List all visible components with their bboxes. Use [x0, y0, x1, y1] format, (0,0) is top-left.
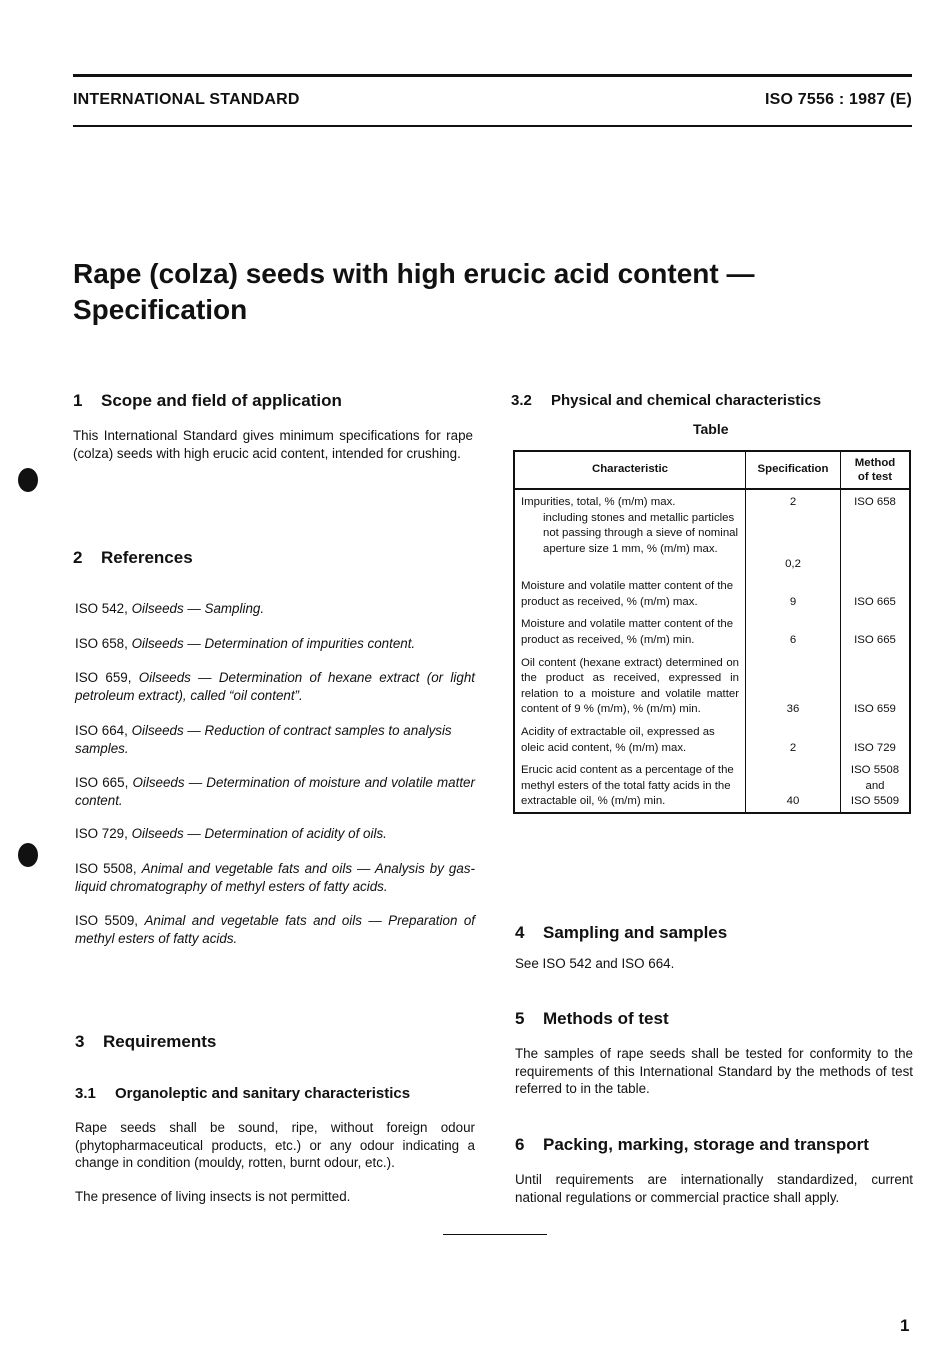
header-standard-number: ISO 7556 : 1987 (E) — [765, 91, 912, 108]
specification-value: 2 — [789, 496, 797, 508]
section-5-text: The samples of rape seeds shall be tested for conformity to the requirements of this International Standard by the methods of test referred to in the table. — [515, 1046, 913, 1096]
characteristic-cell: Moisture and volatile matter content of the product as received, % (m/m) max. — [514, 574, 746, 612]
specification-subvalue: 0,2 — [785, 557, 801, 570]
specification-cell: 9 — [746, 574, 841, 612]
method-cell — [841, 489, 911, 574]
subsection-3-2-heading — [511, 392, 821, 409]
column-header-specification: Specification — [746, 451, 841, 489]
characteristic-text: Impurities, total, % (m/m) max. — [521, 496, 676, 508]
section-4-number: 4 — [515, 923, 525, 942]
table-row — [514, 720, 910, 758]
section-1-heading — [73, 391, 342, 411]
column-header-method — [841, 451, 911, 489]
section-3-number: 3 — [75, 1032, 85, 1051]
title-line-2: Specification — [73, 294, 248, 325]
section-2-number: 2 — [73, 548, 83, 567]
method-header-line-2: of test — [857, 471, 893, 483]
method-cell: ISO 665 — [841, 574, 911, 612]
characteristic-cell: Moisture and volatile matter content of the product as received, % (m/m) min. — [514, 612, 746, 650]
column-header-characteristic: Characteristic — [514, 451, 746, 489]
header-bottom-rule — [73, 125, 912, 127]
document-title — [73, 256, 873, 328]
table-row — [514, 574, 910, 612]
reference-title: Oilseeds — Determination of acidity of oils. — [131, 826, 387, 841]
reference-code: ISO 5509, — [75, 913, 139, 928]
method-cell: ISO 729 — [841, 720, 911, 758]
table-row — [514, 651, 910, 720]
reference-title: Oilseeds — Determination of hexane extract (or light petroleum extract), called “oil content”. — [75, 670, 475, 703]
method-cell — [841, 758, 911, 813]
characteristic-cell — [514, 489, 746, 574]
reference-title: Oilseeds — Determination of moisture and volatile matter content. — [75, 775, 475, 808]
specification-table — [513, 450, 911, 814]
section-1-text: This International Standard gives minimum specifications for rape (colza) seeds with high erucic acid content, intended for crushing. — [73, 428, 473, 461]
reference-title: Oilseeds — Reduction of contract samples to analysis samples. — [75, 723, 452, 756]
section-2-title: References — [101, 548, 193, 567]
specification-cell — [746, 489, 841, 574]
method-value-conjunction: and — [865, 779, 885, 792]
table-row — [514, 758, 910, 813]
method-value: ISO 5509 — [850, 795, 900, 808]
page-number: 1 — [900, 1316, 910, 1335]
table-row — [514, 612, 910, 650]
section-5-title: Methods of test — [543, 1009, 669, 1028]
section-4-heading — [515, 923, 727, 943]
reference-item — [75, 912, 475, 947]
margin-bullet-2 — [18, 843, 38, 867]
reference-item — [75, 635, 475, 653]
reference-code: ISO 659, — [75, 670, 132, 685]
section-3-heading — [75, 1032, 216, 1052]
section-6-heading — [515, 1135, 869, 1155]
method-cell: ISO 665 — [841, 612, 911, 650]
section-2-heading — [73, 548, 193, 568]
method-header-line-1: Method — [854, 457, 896, 469]
reference-code: ISO 5508, — [75, 861, 137, 876]
section-6-title: Packing, marking, storage and transport — [543, 1135, 869, 1154]
characteristic-cell: Erucic acid content as a percentage of the methyl esters of the total fatty acids in the extractable oil, % (m/m) min. — [514, 758, 746, 813]
reference-title: Oilseeds — Determination of impurities content. — [131, 636, 416, 651]
reference-item — [75, 774, 475, 809]
section-4-title: Sampling and samples — [543, 923, 728, 942]
subsection-3-1-heading — [75, 1085, 410, 1102]
specification-cell: 6 — [746, 612, 841, 650]
method-value: ISO 5508 — [850, 764, 900, 777]
table-row — [514, 489, 910, 574]
section-5-number: 5 — [515, 1009, 525, 1028]
reference-title: Oilseeds — Sampling. — [131, 601, 265, 616]
subsection-3-1-number: 3.1 — [75, 1085, 96, 1102]
section-3-title: Requirements — [103, 1032, 217, 1051]
header-top-rule — [73, 74, 912, 77]
reference-code: ISO 664, — [75, 723, 128, 738]
reference-code: ISO 542, — [75, 601, 128, 616]
reference-item — [75, 722, 475, 757]
reference-item — [75, 825, 475, 843]
header-standard-label: INTERNATIONAL STANDARD — [73, 91, 300, 108]
section-4-text: See ISO 542 and ISO 664. — [515, 956, 675, 971]
specification-cell: 36 — [746, 651, 841, 720]
reference-title: Animal and vegetable fats and oils — Analysis by gas-liquid chromatography of methyl esters of fatty acids. — [75, 861, 475, 894]
reference-item — [75, 600, 475, 618]
reference-item — [75, 860, 475, 895]
characteristic-subtext: including stones and metallic particles not passing through a sieve of nominal aperture size 1 mm, % (m/m) max. — [543, 511, 739, 555]
reference-item — [75, 669, 475, 704]
subsection-3-1-title: Organoleptic and sanitary characteristics — [115, 1085, 411, 1102]
specification-cell: 40 — [746, 758, 841, 813]
characteristic-cell: Oil content (hexane extract) determined on the product as received, expressed in relation to a moisture and volatile matter content of 9 % (m/m), % (m/m) min. — [514, 651, 746, 720]
section-6-number: 6 — [515, 1135, 525, 1154]
reference-code: ISO 665, — [75, 775, 129, 790]
section-6-text: Until requirements are internationally standardized, current national regulations or commercial practice shall apply. — [515, 1172, 913, 1205]
section-1-title: Scope and field of application — [101, 391, 342, 410]
subsection-3-1-paragraph-1: Rape seeds shall be sound, ripe, without foreign odour (phytopharmaceutical products, etc.) or any odour indicating a change in condition (mouldy, rotten, burnt odour, etc.). — [75, 1120, 475, 1170]
section-1-number: 1 — [73, 391, 83, 410]
method-cell: ISO 659 — [841, 651, 911, 720]
reference-title: Animal and vegetable fats and oils — Preparation of methyl esters of fatty acids. — [75, 913, 475, 946]
characteristic-cell: Acidity of extractable oil, expressed as oleic acid content, % (m/m) max. — [514, 720, 746, 758]
margin-bullet-1 — [18, 468, 38, 492]
specification-cell: 2 — [746, 720, 841, 758]
section-5-heading — [515, 1009, 669, 1029]
table-header-row — [514, 451, 910, 489]
reference-code: ISO 729, — [75, 826, 128, 841]
table-caption: Table — [693, 421, 729, 437]
subsection-3-2-title: Physical and chemical characteristics — [551, 392, 822, 409]
title-line-1: Rape (colza) seeds with high erucic acid content — — [73, 258, 755, 289]
subsection-3-2-number: 3.2 — [511, 392, 532, 409]
end-of-text-rule — [443, 1234, 547, 1235]
method-value: ISO 658 — [854, 496, 896, 508]
subsection-3-1-paragraph-2: The presence of living insects is not permitted. — [75, 1189, 351, 1204]
reference-code: ISO 658, — [75, 636, 128, 651]
